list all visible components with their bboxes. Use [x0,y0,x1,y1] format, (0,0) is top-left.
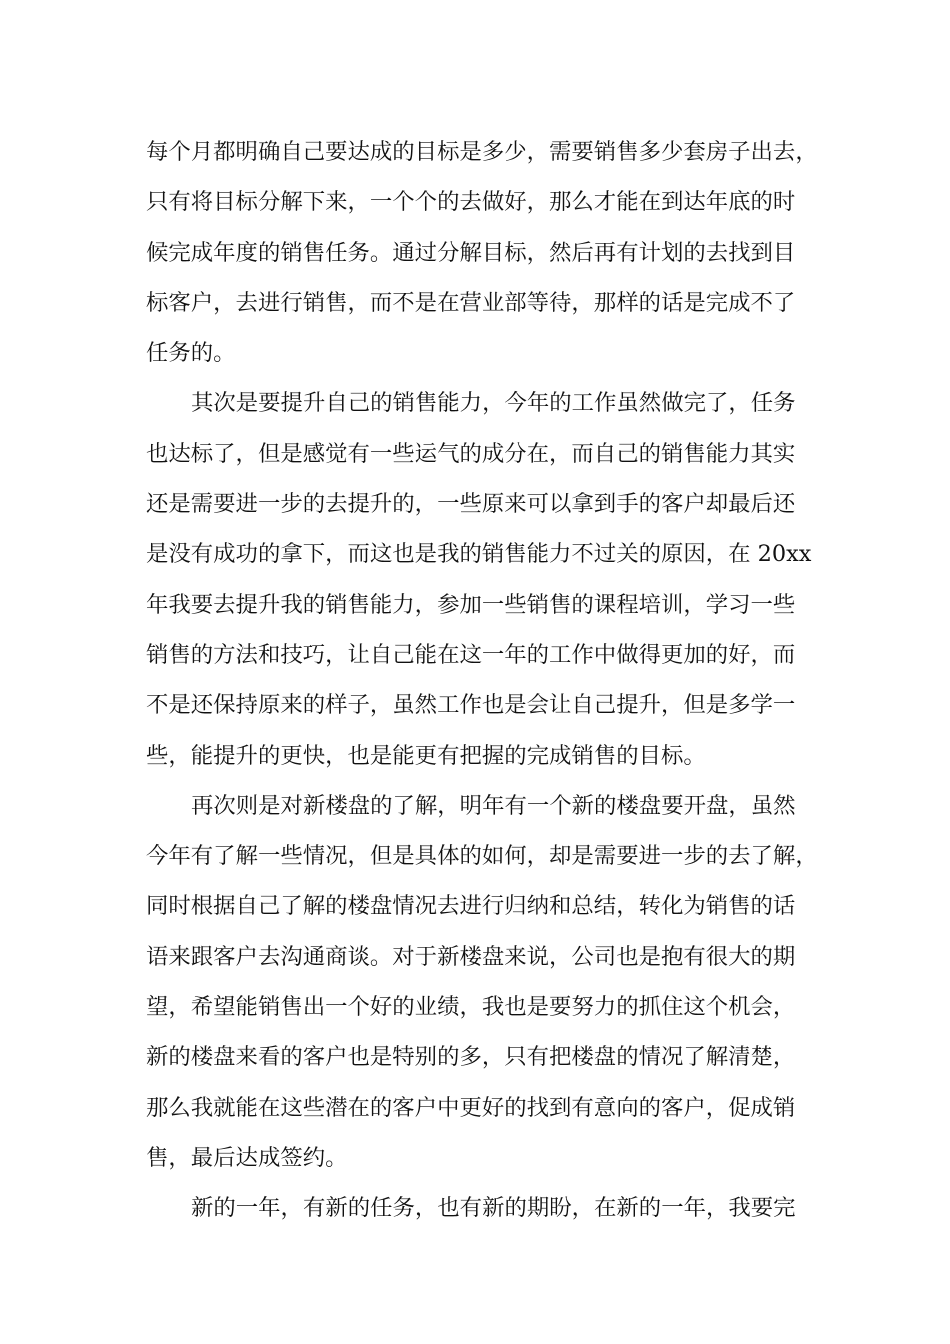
text-line: 那么我就能在这些潜在的客户中更好的找到有意向的客户，促成销 [146,1094,796,1121]
text-line: 任务的。 [146,340,236,367]
text-line: 语来跟客户去沟通商谈。对于新楼盘来说，公司也是抱有很大的期 [146,943,796,970]
text-line: 望，希望能销售出一个好的业绩，我也是要努力的抓住这个机会， [146,994,796,1021]
paragraph-3 [146,781,826,1183]
text-line: 每个月都明确自己要达成的目标是多少，需要销售多少套房子出去， [146,139,818,165]
paragraph-2 [146,378,826,780]
text-line-indented: 再次则是对新楼盘的了解，明年有一个新的楼盘要开盘，虽然 [191,792,796,819]
text-line: 今年有了解一些情况，但是具体的如何，却是需要进一步的去了解， [146,843,818,870]
text-line: 标客户，去进行销售，而不是在营业部等待，那样的话是完成不了 [146,289,796,316]
text-line-indented: 新的一年，有新的任务，也有新的期盼，在新的一年，我要完 [191,1195,796,1222]
paragraph-4 [146,1183,826,1233]
text-line: 同时根据自己了解的楼盘情况去进行归纳和总结，转化为销售的话 [146,893,796,920]
text-line: 销售的方法和技巧，让自己能在这一年的工作中做得更加的好，而 [146,641,796,668]
text-line: 还是需要进一步的去提升的，一些原来可以拿到手的客户却最后还 [146,491,796,518]
text-line: 年我要去提升我的销售能力，参加一些销售的课程培训，学习一些 [146,591,796,618]
text-line-indented: 其次是要提升自己的销售能力，今年的工作虽然做完了，任务 [191,390,796,417]
paragraph-1 [146,127,826,378]
text-line: 售，最后达成签约。 [146,1144,348,1171]
text-line: 也达标了，但是感觉有一些运气的成分在，而自己的销售能力其实 [146,440,796,467]
text-line: 只有将目标分解下来，一个个的去做好，那么才能在到达年底的时 [146,189,796,216]
text-line: 新的楼盘来看的客户也是特别的多，只有把楼盘的情况了解清楚， [146,1044,796,1071]
text-line: 是没有成功的拿下，而这也是我的销售能力不过关的原因，在 20xx [146,541,812,568]
text-line: 些，能提升的更快，也是能更有把握的完成销售的目标。 [146,742,706,769]
text-line: 不是还保持原来的样子，虽然工作也是会让自己提升，但是多学一 [146,692,796,719]
text-line: 候完成年度的销售任务。通过分解目标，然后再有计划的去找到目 [146,239,796,266]
document-body [146,127,826,1234]
